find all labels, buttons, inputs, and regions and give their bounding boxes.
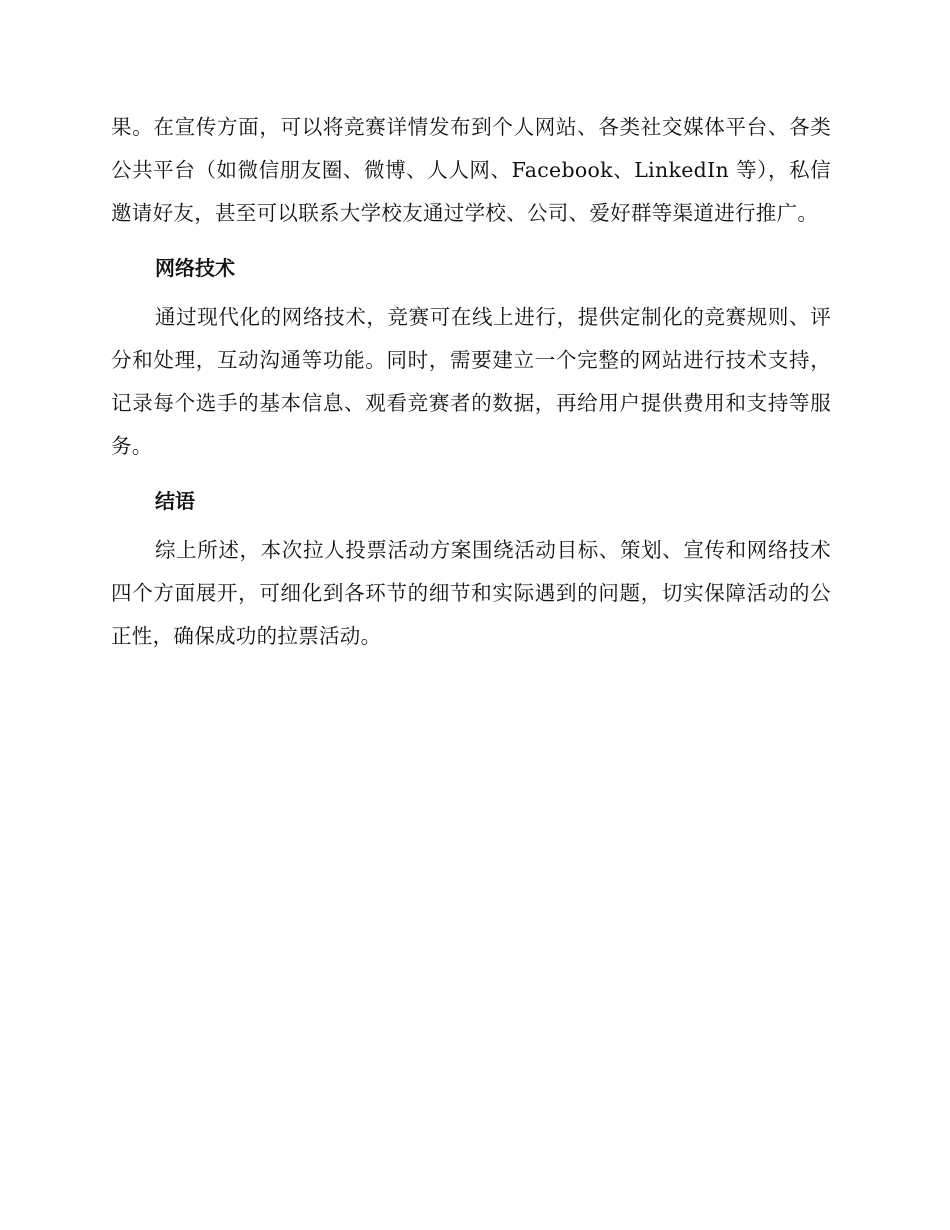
spacer	[111, 468, 831, 480]
heading-network-technology: 网络技术	[155, 256, 235, 280]
paragraph-network-technology: 通过现代化的网络技术，竞赛可在线上进行，提供定制化的竞赛规则、评分和处理，互动沟通等功能。同时，需要建立一个完整的网站进行技术支持，记录每个选手的基本信息、观看竞赛者的数据，再给用户提供费用和支持等服务。	[111, 305, 831, 458]
paragraph-conclusion: 综上所述，本次拉人投票活动方案围绕活动目标、策划、宣传和网络技术四个方面展开，可细化到各环节的细节和实际遇到的问题，切实保障活动的公正性，确保成功的拉票活动。	[111, 538, 831, 648]
paragraph-promotion: 果。在宣传方面，可以将竞赛详情发布到个人网站、各类社交媒体平台、各类公共平台（如微信朋友圈、微博、人人网、Facebook、LinkedIn 等），私信邀请好友，甚至可以联系大学校友通过学校、公司、爱好群等渠道进行推广。	[111, 115, 831, 225]
heading-conclusion: 结语	[155, 489, 195, 513]
spacer	[111, 235, 831, 247]
document-page	[111, 106, 831, 658]
